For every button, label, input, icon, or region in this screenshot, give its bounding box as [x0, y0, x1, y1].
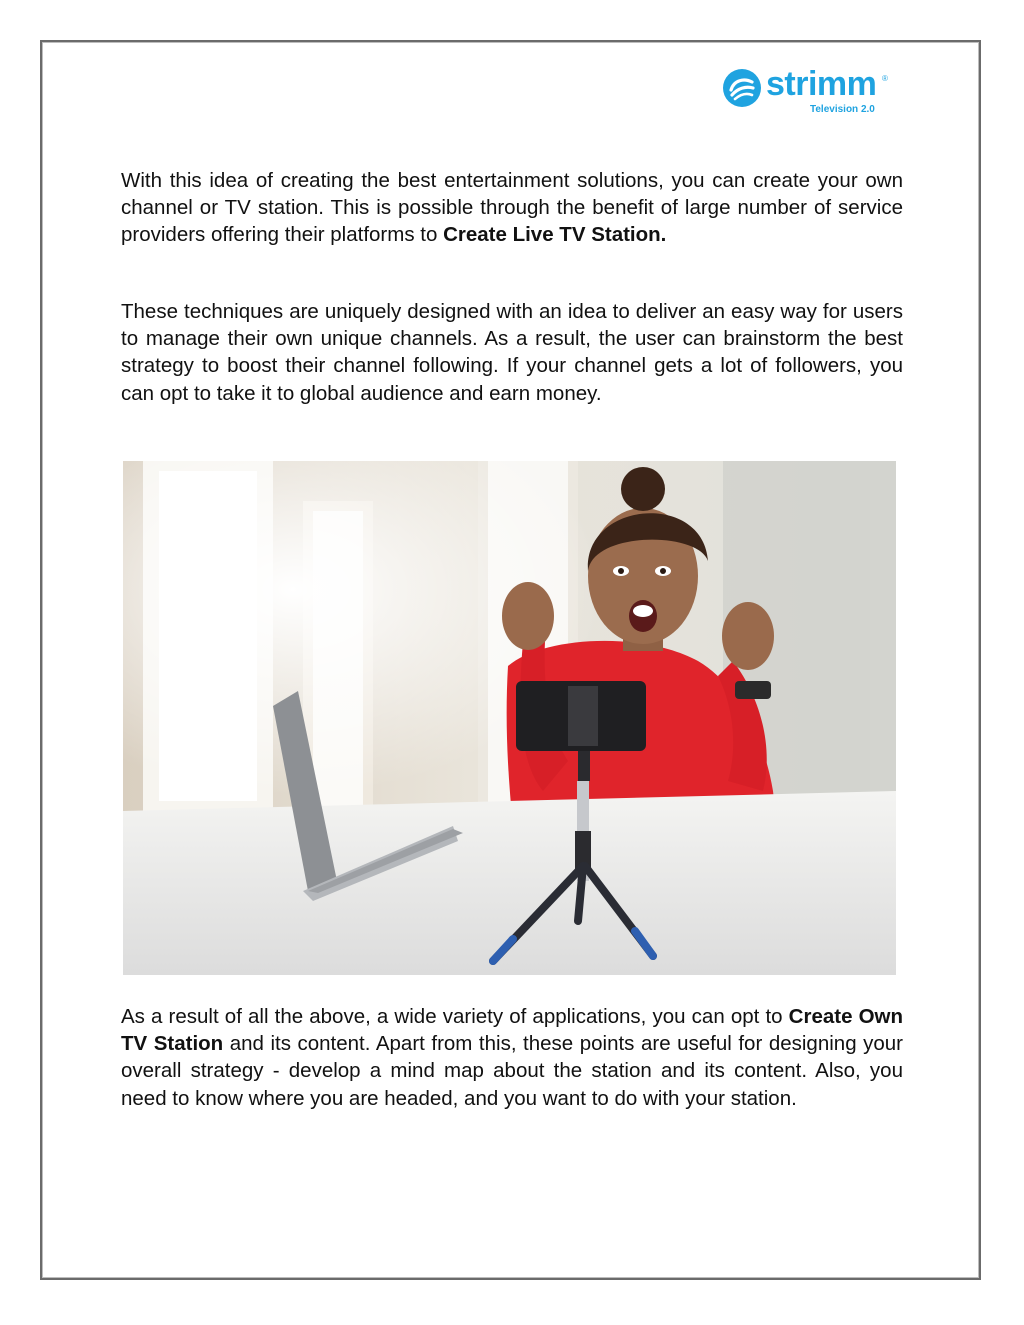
paragraph-intro-text: With this idea of creating the best entertainment solutions, you can create your own channel or TV station. This is possible through the benefit of large number of service providers offering their platforms to	[121, 169, 903, 247]
strimm-logo	[722, 64, 892, 118]
paragraph-conclusion	[121, 1003, 903, 1112]
logo-tagline: Television 2.0	[810, 104, 875, 115]
paragraph-techniques: These techniques are uniquely designed with an idea to deliver an easy way for users to manage their own unique channels. As a result, the user can brainstorm the best strategy to boost their channel following. If your channel gets a lot of followers, you can opt to take it to global audience and earn money.	[121, 300, 903, 405]
strimm-swirl-icon	[722, 68, 762, 108]
registered-mark: ®	[882, 74, 888, 83]
paragraph-intro	[121, 167, 903, 249]
logo-wordmark: strimm	[766, 65, 877, 103]
keyword-create-own-tv-station: Create Own TV Station	[121, 1005, 903, 1056]
photo-illustration	[123, 461, 896, 975]
photo-woman-with-phone	[123, 461, 896, 975]
paragraph-conclusion-text-before: As a result of all the above, a wide variety of applications, you can opt to	[121, 1005, 789, 1028]
paragraph-conclusion-text-after: and its content. Apart from this, these points are useful for designing your overall strategy - develop a mind map about the station and its content. Also, you need to know where you are headed, and you want to do with your station.	[121, 1032, 904, 1110]
keyword-create-live-tv-station: Create Live TV Station.	[443, 223, 667, 247]
